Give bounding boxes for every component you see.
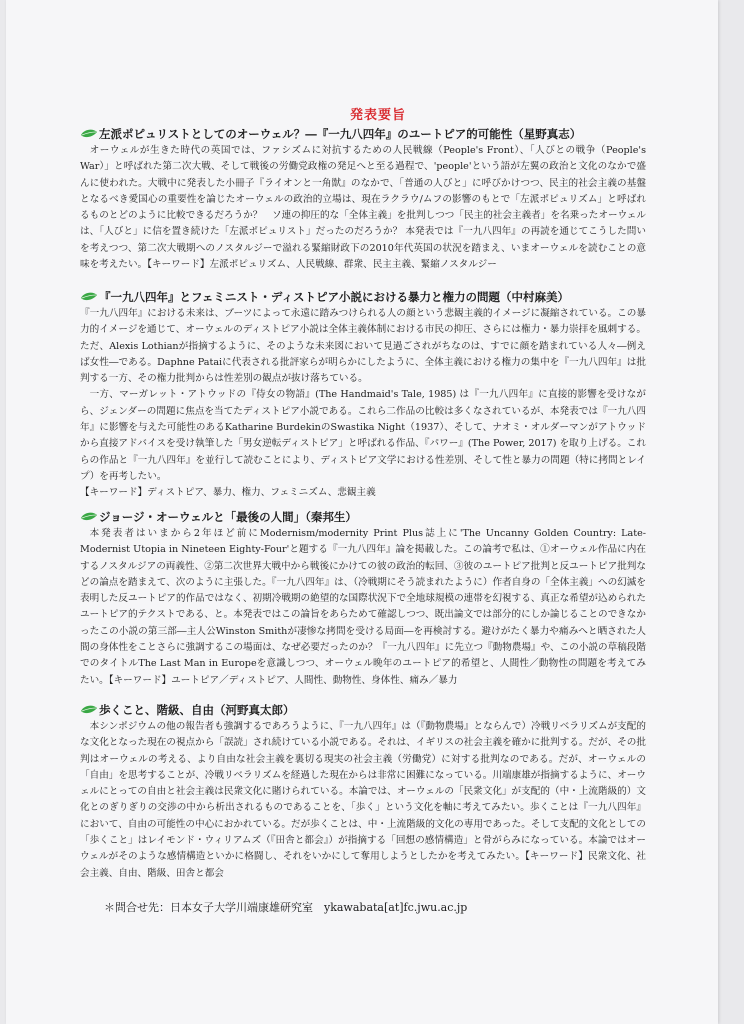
- section-heading: [80, 509, 646, 526]
- paragraph: 一方、マーガレット・アトウッドの『侍女の物語』(The Handmaid's Tale, 1985) は『一九八四年』に直接的影響を受けながら、ジェンダーの問題に焦点を当てたディストピア小説である。これら二作品の比較は多くなされているが、本発表では『一九八四年』に影響を与えた可能性のあるKatharine BurdekinのSwastika Night（1937）、そして、ナオミ・オルダーマンがアトウッドから直接アドバイスを受け執筆した「男女逆転ディストピア」と呼ばれる作品、『パワー』(The Power, 2017) を取り上げる。これらの作品と『一九八四年』を並行して読むことにより、ディストピア文学における性差別、そして性と暴力の問題（特に拷問とレイプ）を再考したい。: [80, 389, 646, 482]
- paragraph: 本発表者はいまから2年ほど前にModernism/modernity Print Plus誌上に'The Uncanny Golden Country: Late-Modernist Utopia in Nineteen Eighty-Four'と題する『一九八四年』論を掲載した。この論考で私は、①オーウェル作品に内在するノスタルジアの両義性、②第二次世界大戦中から戦後にかけての彼の政治的転回、③彼のユートピア批判と反ユートピア批判などの論点を踏まえて、次のように主張した。『一九八四年』は、（冷戦期にそう読まれたように）作者自身の「全体主義」への幻滅を表明した反ユートピア的作品ではなく、初期冷戦期の絶望的な国際状況下で全地球規模の連帯を幻視する、真正な希望が込められたユートピア的テクストである、と。本発表ではこの論旨をあらためて確認しつつ、既出論文では部分的にしか論じることのできなかったこの小説の第三部―主人公Winston Smithが凄惨な拷問を受ける局面―を再検討する。避けがたく暴力や痛みへと晒された人間の身体性をことさらに強調するこの場面は、なぜ必要だったのか？『一九八四年』に先立つ『動物農場』や、この小説の草稿段階でのタイトルThe Last Man in Europeを意識しつつ、オーウェル晩年のユートピア的希望と、人間性／動物性の問題を考えてみたい。【キーワード】ユートピア／ディストピア、人間性、動物性、身体性、痛み／暴力: [80, 528, 646, 686]
- document-page: [6, 0, 718, 1024]
- doc-title: 発表要旨: [349, 108, 406, 123]
- section-body: [80, 719, 646, 882]
- section-4: [80, 702, 646, 882]
- paragraph: オーウェルが生きた時代の英国では、ファシズムに対抗するための人民戦線（People's Front）、「人びとの戦争（People's War）」と呼ばれた第二次大戦、そして戦後の労働党政権の発足へと至る過程で、'people'という語が左翼の政治と文化のなかで盛んに使われた。大戦中に発表した小冊子『ライオンと一角獣』のなかで、「普通の人びと」に呼びかけつつ、民主的社会主義の基盤となるべき愛国心の重要性を論じたオーウェルの政治的立場は、現在ラクラウ/ムフの影響のもとで「左派ポピュリズム」と呼ばれるものとどのように比較できるだろうか？ ソ連の抑圧的な「全体主義」を批判しつつ「民主的社会主義者」を名乗ったオーウェルは、「人びと」に信を置き続けた「左派ポピュリスト」だったのだろうか？ 本発表では『一九八四年』の再読を通じてこうした問いを考えつつ、第二次大戦期へのノスタルジーで溢れる緊縮財政下の2010年代英国の状況を踏まえ、いまオーウェルを読むことの意味を考えたい。【キーワード】左派ポピュリズム、人民戦線、群衆、民主主義、緊縮ノスタルジー: [80, 145, 646, 271]
- section-heading: [80, 702, 646, 719]
- section-body: [80, 306, 646, 502]
- section-2: [80, 289, 646, 502]
- leaf-icon: [80, 129, 98, 139]
- section-body: [80, 526, 646, 689]
- leaf-icon: [80, 292, 98, 302]
- section-4-heading-text: 歩くこと、階級、自由（河野真太郎）: [99, 703, 295, 717]
- section-heading: [80, 126, 646, 143]
- section-heading: [80, 289, 646, 306]
- section-2-heading-text: 『一九八四年』とフェミニスト・ディストピア小説における暴力と権力の問題（中村麻美）: [99, 290, 569, 304]
- paragraph: 本シンポジウムの他の報告者も強調するであろうように、『一九八四年』は（『動物農場』とならんで）冷戦リベラリズムが支配的な文化となった現在の視点から「誤読」され続けている小説である。それは、イギリスの社会主義を確かに批判する。だが、その批判はオーウェルの考える、より自由な社会主義を裏切る現実の社会主義（労働党）に対する批判なのである。だが、オーウェルの「自由」を思考することが、冷戦リベラリズムを経過した現在からは非常に困難になっている。川端康雄が指摘するように、オーウェルにとっての自由と社会主義は民衆文化に賭けられている。本論では、オーウェルの「民衆文化」が支配的（中・上流階級的）文化とのぎりぎりの交渉の中から析出されるものであることを、「歩く」という文化を軸に考えてみたい。歩くことは『一九八四年』において、自由の可能性の中心におかれている。だが歩くことは、中・上流階級的文化の専用であった。そして支配的文化としての「歩くこと」はレイモンド・ウィリアムズ（『田舎と都会』）が指摘する「回想の感情構造」と骨がらみになっている。本論ではオーウェルがそのような感情構造といかに格闘し、それをいかにして奪用しようとしたかを考えてみたい。【キーワード】民衆文化、社会主義、自由、階級、田舎と都会: [80, 721, 646, 879]
- section-1: [80, 126, 646, 273]
- leaf-icon: [80, 705, 98, 715]
- leaf-icon: [80, 512, 98, 522]
- section-3-heading-text: ジョージ・オーウェルと「最後の人間」（秦邦生）: [99, 510, 357, 524]
- paragraph: 『一九八四年』における未来は、ブーツによって永遠に踏みつけられる人の顔という悲観主義的イメージに凝縮されている。この暴力的イメージを通じて、オーウェルのディストピア小説は全体主義体制における市民の抑圧、さらには権力・暴力崇拝を風刺する。ただ、Alexis Lothianが指摘するように、そのような未来図において見過ごされがちなのは、すでに顔を踏まれている人々―例えば女性―である。Daphne Pataiに代表される批評家らが明らかにしたように、全体主義における権力の集中を『一九八四年』は批判する一方、その権力批判からは性差別の観点が抜け落ちている。: [80, 308, 646, 385]
- contact-info: ＊問合せ先：日本女子大学川端康雄研究室 ykawabata[at]fc.jwu.ac.jp: [104, 901, 468, 914]
- section-3: [80, 509, 646, 689]
- keywords: 【キーワード】ディストピア、暴力、権力、フェミニズム、悲観主義: [80, 487, 376, 499]
- section-body: [80, 143, 646, 273]
- section-1-heading-text: 左派ポピュリストとしてのオーウェル？―『一九八四年』のユートピア的可能性（星野真志）: [99, 127, 582, 141]
